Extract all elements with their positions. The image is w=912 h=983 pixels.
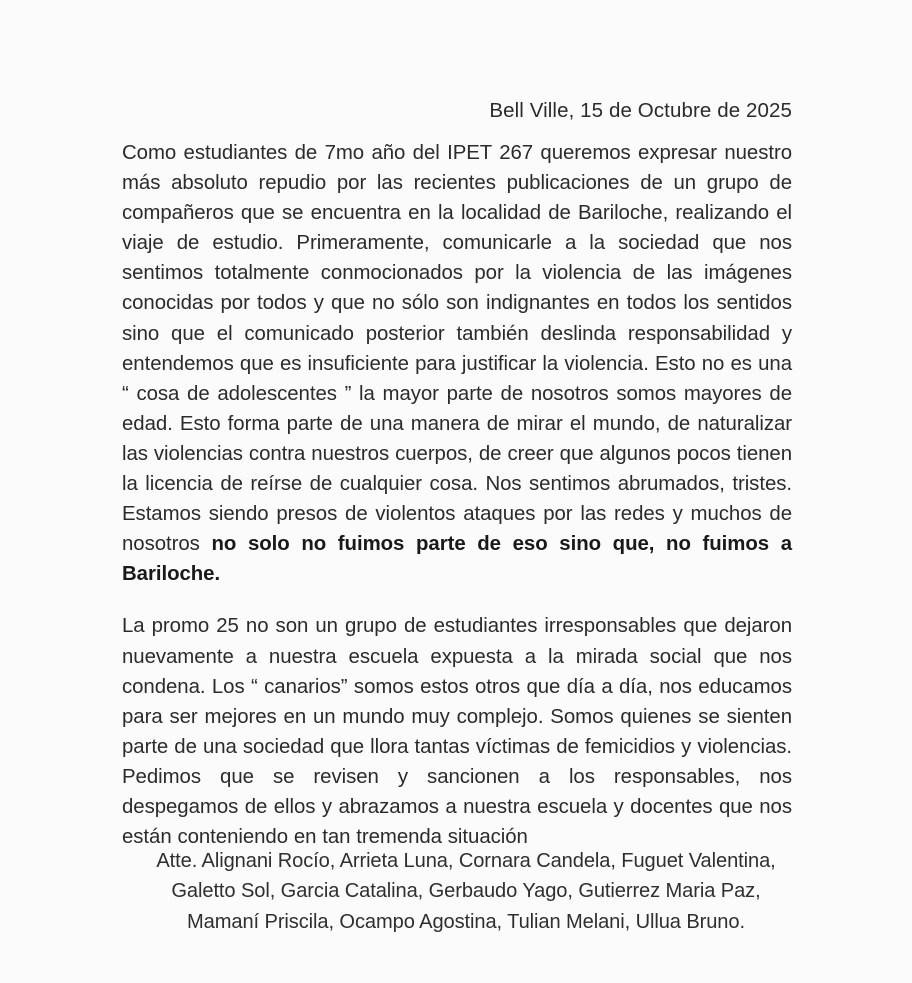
paragraph-1-text: Como estudiantes de 7mo año del IPET 267 queremos expresar nuestro más absoluto repudio por las recientes publicaciones de un grupo de compañeros que se encuentra en la localidad de Bariloche, realizando el viaje de estudio. Primeramente, comunicarle a la sociedad que nos sentimos totalmente conmocionados por la violencia de las imágenes conocidas por todos y que no sólo son indignantes en todos los sentidos sino que el comunicado posterior también deslinda responsabilidad y entendemos que es insuficiente para justificar la violencia. Esto no es una “ cosa de adolescentes ” la mayor parte de nosotros somos mayores de edad. Esto forma parte de una manera de mirar el mundo, de naturalizar las violencias contra nuestros cuerpos, de creer que algunos pocos tienen la licencia de reírse de cualquier cosa. Nos sentimos abrumados, tristes. Estamos siendo presos de violentos ataques por las redes y muchos de nosotros: [122, 142, 792, 556]
dateline: Bell Ville, 15 de Octubre de 2025: [489, 99, 792, 122]
signature-block: [140, 846, 792, 937]
paragraph-1: [122, 138, 792, 589]
signature-line: Galetto Sol, Garcia Catalina, Gerbaudo Yago, Gutierrez Maria Paz,: [171, 880, 761, 903]
letter-body: [122, 138, 792, 852]
signature-line: Atte. Alignani Rocío, Arrieta Luna, Cornara Candela, Fuguet Valentina,: [156, 850, 776, 872]
signature-line: Mamaní Priscila, Ocampo Agostina, Tulian Melani, Ullua Bruno.: [187, 910, 745, 933]
paragraph-2: La promo 25 no son un grupo de estudiantes irresponsables que dejaron nuevamente a nuestra escuela expuesta a la mirada social que nos condena. Los “ canarios” somos estos otros que día a día, nos educamos para ser mejores en un mundo muy complejo. Somos quienes se sienten parte de una sociedad que llora tantas víctimas de femicidios y violencias. Pedimos que se revisen y sancionen a los responsables, nos despegamos de ellos y abrazamos a nuestra escuela y docentes que nos están conteniendo en tan tremenda situación: [122, 615, 792, 849]
paragraph-1-emphasis: no solo no fuimos parte de eso sino que, no fuimos a Bariloche.: [122, 533, 793, 586]
